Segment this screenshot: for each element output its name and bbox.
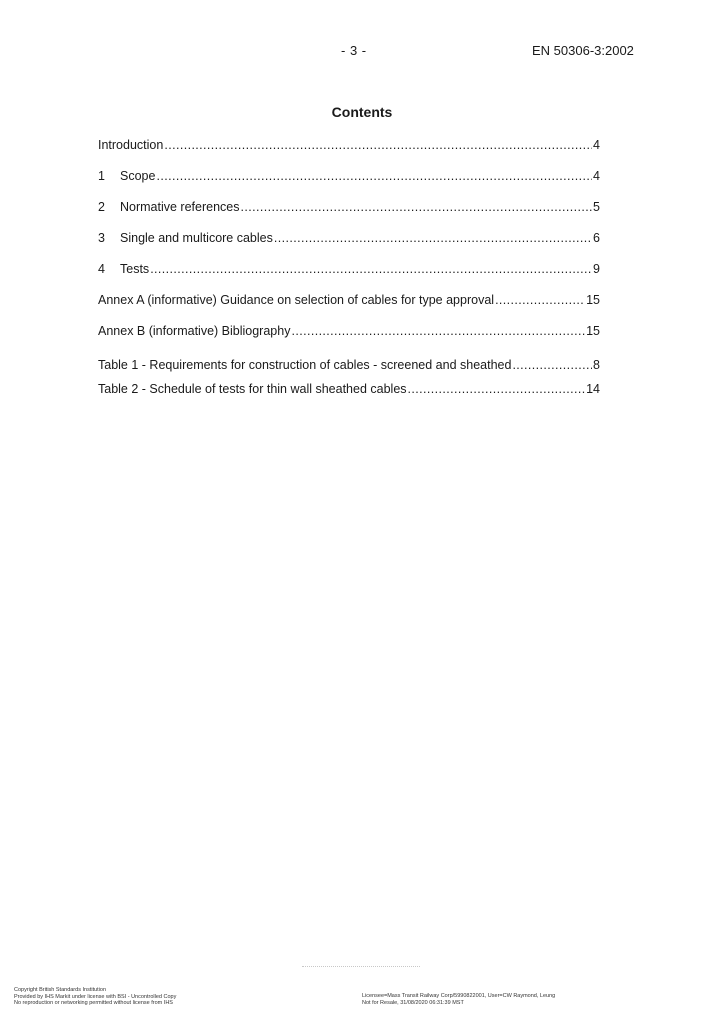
toc-entry-title: Normative references	[120, 200, 240, 214]
toc-dot-leader	[241, 199, 593, 215]
toc-entry-single-multicore-cables[interactable]	[98, 230, 600, 246]
toc-entry-title: Annex A (informative) Guidance on selection of cables for type approval	[98, 293, 495, 307]
toc-dot-leader	[291, 323, 585, 339]
toc-dot-leader	[150, 261, 592, 277]
toc-page-number: 14	[586, 382, 600, 396]
toc-page-number: 9	[593, 262, 600, 276]
toc-entry-introduction[interactable]	[98, 137, 600, 153]
toc-entry-title: Table 1 - Requirements for construction of cables - screened and sheathed	[98, 358, 512, 372]
toc-dot-leader	[156, 168, 592, 184]
toc-entry-number: 4	[98, 262, 105, 276]
document-code: EN 50306-3:2002	[532, 43, 634, 58]
toc-page-number: 4	[593, 138, 600, 152]
toc-entry-table-1[interactable]	[98, 357, 600, 373]
toc-entry-title: Table 2 - Schedule of tests for thin wall sheathed cables	[98, 382, 407, 396]
toc-dot-leader	[164, 137, 592, 153]
footer-line: Not for Resale, 31/08/2020 06:31:39 MST	[362, 999, 464, 1006]
toc-entry-number: 1	[98, 169, 105, 183]
toc-entry-normative-references[interactable]	[98, 199, 600, 215]
contents-title: Contents	[331, 104, 393, 120]
toc-entry-annex-a[interactable]	[98, 292, 600, 308]
footer-license	[362, 993, 555, 1006]
toc-entry-number: 2	[98, 200, 105, 214]
footer-line: No reproduction or networking permitted without license from IHS	[14, 1000, 173, 1006]
toc-page-number: 4	[593, 169, 600, 183]
toc-page-number: 5	[593, 200, 600, 214]
toc-entry-annex-b[interactable]	[98, 323, 600, 339]
toc-entry-title: Introduction	[98, 138, 164, 152]
toc-entry-title: Scope	[120, 169, 156, 183]
toc-entry-title: Annex B (informative) Bibliography	[98, 324, 291, 338]
toc-page-number: 15	[586, 293, 600, 307]
toc-dot-leader	[512, 357, 592, 373]
toc-dot-leader	[495, 292, 585, 308]
toc-page-number: 6	[593, 231, 600, 245]
toc-entry-title: Tests	[120, 262, 150, 276]
toc-entry-number: 3	[98, 231, 105, 245]
toc-entry-title: Single and multicore cables	[120, 231, 273, 245]
toc-page-number: 8	[593, 358, 600, 372]
footer-line: Copyright British Standards Institution	[14, 987, 107, 993]
footer-line: Provided by IHS Markit under license with BSI - Uncontrolled Copy	[14, 993, 177, 1000]
toc-dot-leader	[408, 381, 586, 397]
footer-divider	[302, 966, 420, 967]
toc-entry-scope[interactable]	[98, 168, 600, 184]
page-number: - 3 -	[341, 43, 367, 58]
footer-copyright	[14, 987, 176, 1007]
toc-entry-table-2[interactable]	[98, 381, 600, 397]
footer-line: Licensee=Mass Transit Railway Corp/5990822001, User=CW Raymond, Leung	[362, 993, 556, 999]
toc-page-number: 15	[586, 324, 600, 338]
toc-entry-tests[interactable]	[98, 261, 600, 277]
toc-dot-leader	[274, 230, 592, 246]
